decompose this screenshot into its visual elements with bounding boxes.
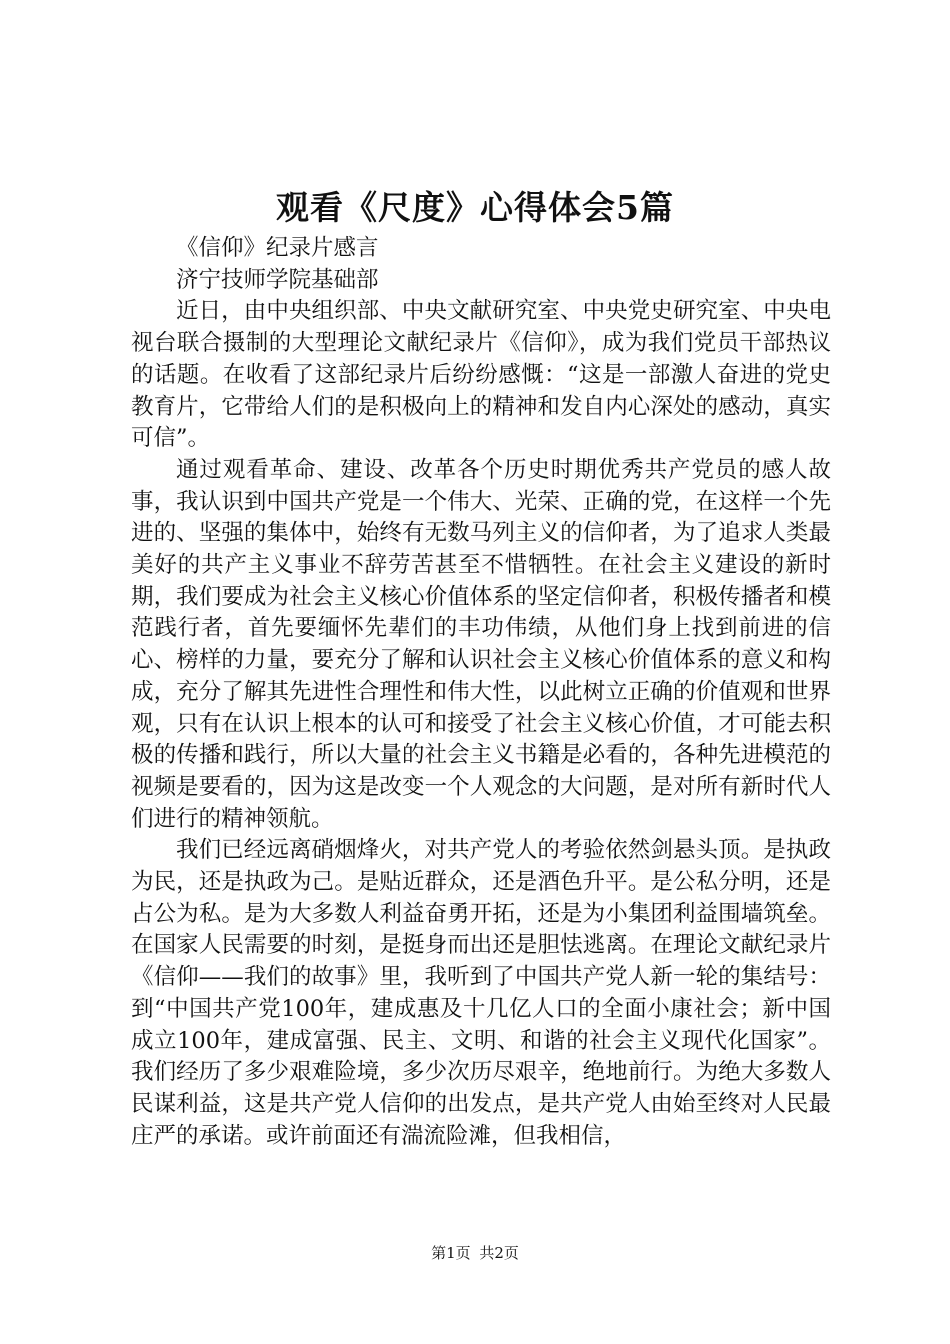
page-number-footer: 第1页 共2页: [431, 1244, 519, 1262]
body-paragraph: 近日，由中央组织部、中央文献研究室、中央党史研究室、中央电视台联合摄制的大型理论文献纪录片《信仰》，成为我们党员干部热议的话题。在收看了这部纪录片后纷纷感慨：“这是一部激人奋进的党史教育片，它带给人们的是积极向上的精神和发自内心深处的感动，真实可信”。: [131, 298, 831, 452]
document-title: 观看《尺度》心得体会5篇: [276, 188, 674, 227]
body-paragraph: 通过观看革命、建设、改革各个历史时期优秀共产党员的感人故事，我认识到中国共产党是一个伟大、光荣、正确的党，在这样一个先进的、坚强的集体中，始终有无数马列主义的信仰者，为了追求人类最美好的共产主义事业不辞劳苦甚至不惜牺牲。在社会主义建设的新时期，我们要成为社会主义核心价值体系的坚定信仰者，积极传播者和模范践行者，首先要缅怀先辈们的丰功伟绩，从他们身上找到前进的信心、榜样的力量，要充分了解和认识社会主义核心价值体系的意义和构成，充分了解其先进性合理性和伟大性，以此树立正确的价值观和世界观，只有在认识上根本的认可和接受了社会主义核心价值，才可能去积极的传播和践行，所以大量的社会主义书籍是必看的，各种先进模范的视频是要看的，因为这是改变一个人观念的大问题，是对所有新时代人们进行的精神领航。: [131, 456, 831, 832]
body-paragraph: 我们已经远离硝烟烽火，对共产党人的考验依然剑悬头顶。是执政为民，还是执政为己。是贴近群众，还是酒色升平。是公私分明，还是占公为私。是为大多数人利益奋勇开拓，还是为小集团利益围墙筑垒。在国家人民需要的时刻，是挺身而出还是胆怯逃离。在理论文献纪录片《信仰——我们的故事》里，我听到了中国共产党人新一轮的集结号：到“中国共产党100年，建成惠及十几亿人口的全面小康社会；新中国成立100年，建成富强、民主、文明、和谐的社会主义现代化国家”。我们经历了多少艰难险境，多少次历尽艰辛，绝地前行。为绝大多数人民谋利益，这是共产党人信仰的出发点，是共产党人由始至终对人民最庄严的承诺。或许前面还有湍流险滩，但我相信，: [131, 837, 831, 1149]
author-paragraph: 济宁技师学院基础部: [176, 266, 379, 293]
subtitle-paragraph: 《信仰》纪录片感言: [176, 235, 379, 261]
document-body: [131, 233, 831, 1152]
